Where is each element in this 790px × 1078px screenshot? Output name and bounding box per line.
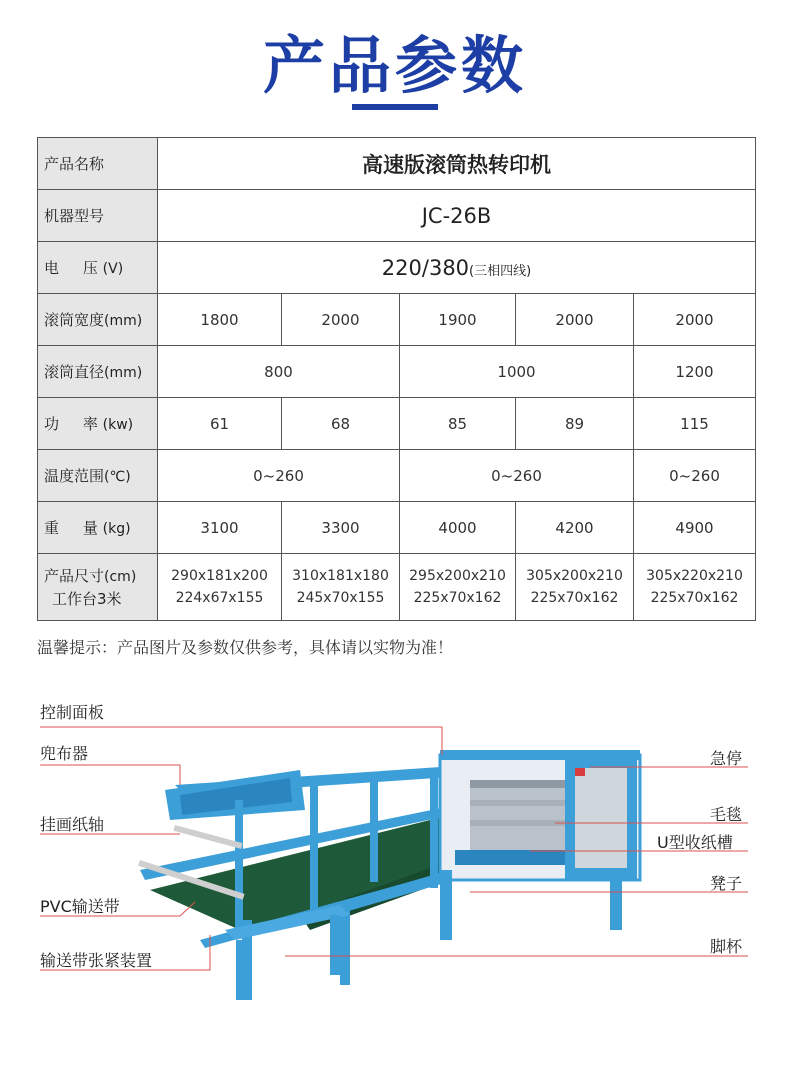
page-title: 产品参数 (262, 29, 527, 102)
drum-diameter-3: 1200 (634, 346, 756, 398)
size-3: 295x200x210 225x70x162 (400, 554, 516, 621)
callout-u-tray: U型收纸槽 (657, 833, 733, 852)
title-underline (352, 104, 438, 110)
power-4: 89 (516, 398, 634, 450)
label-product-name: 产品名称 (38, 138, 158, 190)
drum-width-2: 2000 (282, 294, 400, 346)
temperature-3: 0~260 (634, 450, 756, 502)
callout-line (40, 727, 442, 755)
callout-stool: 凳子 (710, 874, 743, 893)
leg (340, 910, 350, 985)
callout-line (40, 765, 180, 785)
row-temperature (38, 450, 756, 502)
disclaimer-note: 温馨提示：产品图片及参数仅供参考，具体请以实物为准！ (37, 638, 454, 657)
emergency-stop (575, 768, 585, 776)
label-weight: 重 量 (kg) (38, 502, 158, 554)
row-product-name (38, 138, 756, 190)
label-drum-diameter: 滚筒直径(mm) (38, 346, 158, 398)
callout-paper-shaft: 挂画纸轴 (40, 815, 105, 834)
temperature-2: 0~260 (400, 450, 634, 502)
size-5: 305x220x210 225x70x162 (634, 554, 756, 621)
row-voltage (38, 242, 756, 294)
drum-roller (470, 780, 565, 850)
callout-cloth-holder: 兜布器 (40, 744, 89, 763)
row-size (38, 554, 756, 621)
drum-diameter-1: 800 (158, 346, 400, 398)
machine-illustration (0, 690, 790, 1074)
power-1: 61 (158, 398, 282, 450)
power-3: 85 (400, 398, 516, 450)
weight-2: 3300 (282, 502, 400, 554)
label-size: 产品尺寸(cm) 工作台3米 (38, 554, 158, 621)
row-drum-diameter (38, 346, 756, 398)
drum-width-5: 2000 (634, 294, 756, 346)
value-model: JC-26B (158, 190, 756, 242)
callout-emergency-stop: 急停 (710, 749, 743, 768)
callout-pvc-belt: PVC输送带 (40, 897, 120, 916)
power-2: 68 (282, 398, 400, 450)
paper-roller (173, 825, 242, 849)
machine-diagram (0, 690, 790, 1074)
row-weight (38, 502, 756, 554)
power-5: 115 (634, 398, 756, 450)
drum-width-3: 1900 (400, 294, 516, 346)
row-model (38, 190, 756, 242)
temperature-1: 0~260 (158, 450, 400, 502)
label-model: 机器型号 (38, 190, 158, 242)
value-product-name: 高速版滚筒热转印机 (158, 138, 756, 190)
callout-blanket: 毛毯 (710, 805, 743, 824)
label-drum-width: 滚筒宽度(mm) (38, 294, 158, 346)
label-power: 功 率 (kw) (38, 398, 158, 450)
label-temperature: 温度范围(℃) (38, 450, 158, 502)
row-drum-width (38, 294, 756, 346)
callout-belt-tensioner: 输送带张紧装置 (40, 951, 153, 970)
weight-4: 4200 (516, 502, 634, 554)
value-voltage: 220/380(三相四线) (158, 242, 756, 294)
callout-control-panel: 控制面板 (40, 703, 105, 722)
size-2: 310x181x180 245x70x155 (282, 554, 400, 621)
row-power (38, 398, 756, 450)
size-4: 305x200x210 225x70x162 (516, 554, 634, 621)
weight-5: 4900 (634, 502, 756, 554)
size-1: 290x181x200 224x67x155 (158, 554, 282, 621)
callout-foot-cup: 脚杯 (710, 937, 743, 956)
drum-width-4: 2000 (516, 294, 634, 346)
label-voltage: 电 压 (V) (38, 242, 158, 294)
drum-width-1: 1800 (158, 294, 282, 346)
weight-3: 4000 (400, 502, 516, 554)
spec-table (37, 137, 756, 621)
weight-1: 3100 (158, 502, 282, 554)
drum-diameter-2: 1000 (400, 346, 634, 398)
